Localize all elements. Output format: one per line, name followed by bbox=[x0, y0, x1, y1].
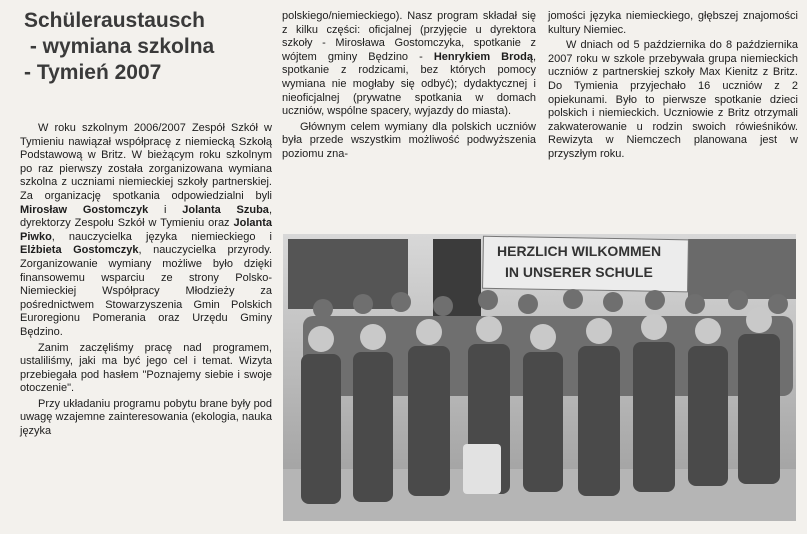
group-photo-image bbox=[283, 234, 796, 521]
column-3-body bbox=[548, 10, 798, 162]
welcome-banner bbox=[483, 236, 689, 292]
plastic-bag bbox=[463, 444, 501, 494]
group-photo bbox=[283, 234, 796, 521]
column-2-body bbox=[282, 10, 536, 162]
banner-line-2: IN UNSERER SCHULE bbox=[505, 264, 653, 280]
paragraph: Przy układaniu programu pobytu brane były pod uwagę wzajemne zainteresowania (ekologia, nauka języka bbox=[20, 397, 272, 438]
title-line-2: - wymiana szkolna bbox=[24, 35, 215, 58]
paragraph: W roku szkolnym 2006/2007 Zespół Szkół w Tymieniu nawiązał współpracę z niemiecką Szkołą Podstawową w Britz. W bieżącym roku szkolnym po raz pierwszy została zorganizowana wymiana szkolna z uczniami niemieckiej szkoły partnerskiej. Za organizację spotkania odpowiedzialni byli Mirosław Gostomczyk i Jolanta Szuba, dyrektorzy Zespołu Szkół w Tymieniu oraz Jolanta Piwko, nauczycielka języka niemieckiego i Elżbieta Gostomczyk, nauczycielka przyrody. Zorganizowanie wymiany możliwe było dzięki finansowemu wsparciu ze strony Polsko-Niemieckiej Współpracy Młodzieży za pośrednictwem Stowarzyszenia Gmin Polskich Euroregionu Pomerania oraz Urzędu Gminy Będzino. bbox=[20, 122, 272, 338]
column-2 bbox=[282, 0, 536, 162]
column-1-body bbox=[20, 122, 272, 439]
children-front-row bbox=[301, 307, 780, 504]
window bbox=[288, 239, 408, 309]
title-line-1: Schüleraustausch bbox=[24, 9, 205, 32]
paragraph: Głównym celem wymiany dla polskich uczniów była przede wszystkim możliwość podwyższenia poziomu zna- bbox=[282, 120, 536, 160]
banner-line-1: HERZLICH WILKOMMEN bbox=[497, 243, 662, 259]
title-line-3: - Tymień 2007 bbox=[24, 61, 162, 84]
paragraph: polskiego/niemieckiego). Nasz program składał się z kilku części: oficjalnej (przyjęcie u dyrektora szkoły - Mirosława Gostomczyka, spotkanie z wójtem gminy Będzino - Henrykiem Brodą, spotkanie z rodzicami, bez których pomocy wymiana nie mogłaby się odbyć); dydaktycznej i nieoficjalnej (prywatne spotkania w domach uczniów, wspólne spacery, wyjazdy do miasta). bbox=[282, 10, 536, 118]
paragraph: W dniach od 5 października do 8 października 2007 roku w szkole przebywała grupa niemieckich uczniów z partnerskiej szkoły Max Kienitz z Britz. Do Tymienia przyjechało 16 uczniów z 2 opiekunami. Było to pierwsze spotkanie dzieci polskich i niemieckich. Uczniowie z Britz otrzymali zakwaterowanie u rodzin swoich rówieśników. Rewizyta w Niemczech planowana jest w przyszłym roku. bbox=[548, 39, 798, 160]
column-3 bbox=[548, 0, 798, 162]
paragraph: Zanim zaczęliśmy pracę nad programem, ustaliliśmy, jaki ma być jego cel i temat. Wizyta przebiegała pod hasłem "Poznajemy siebie i swoje otoczenie". bbox=[20, 341, 272, 395]
column-1 bbox=[20, 0, 272, 439]
article-title bbox=[24, 8, 272, 86]
paragraph: jomości języka niemieckiego, głębszej znajomości kultury Niemiec. bbox=[548, 10, 798, 36]
